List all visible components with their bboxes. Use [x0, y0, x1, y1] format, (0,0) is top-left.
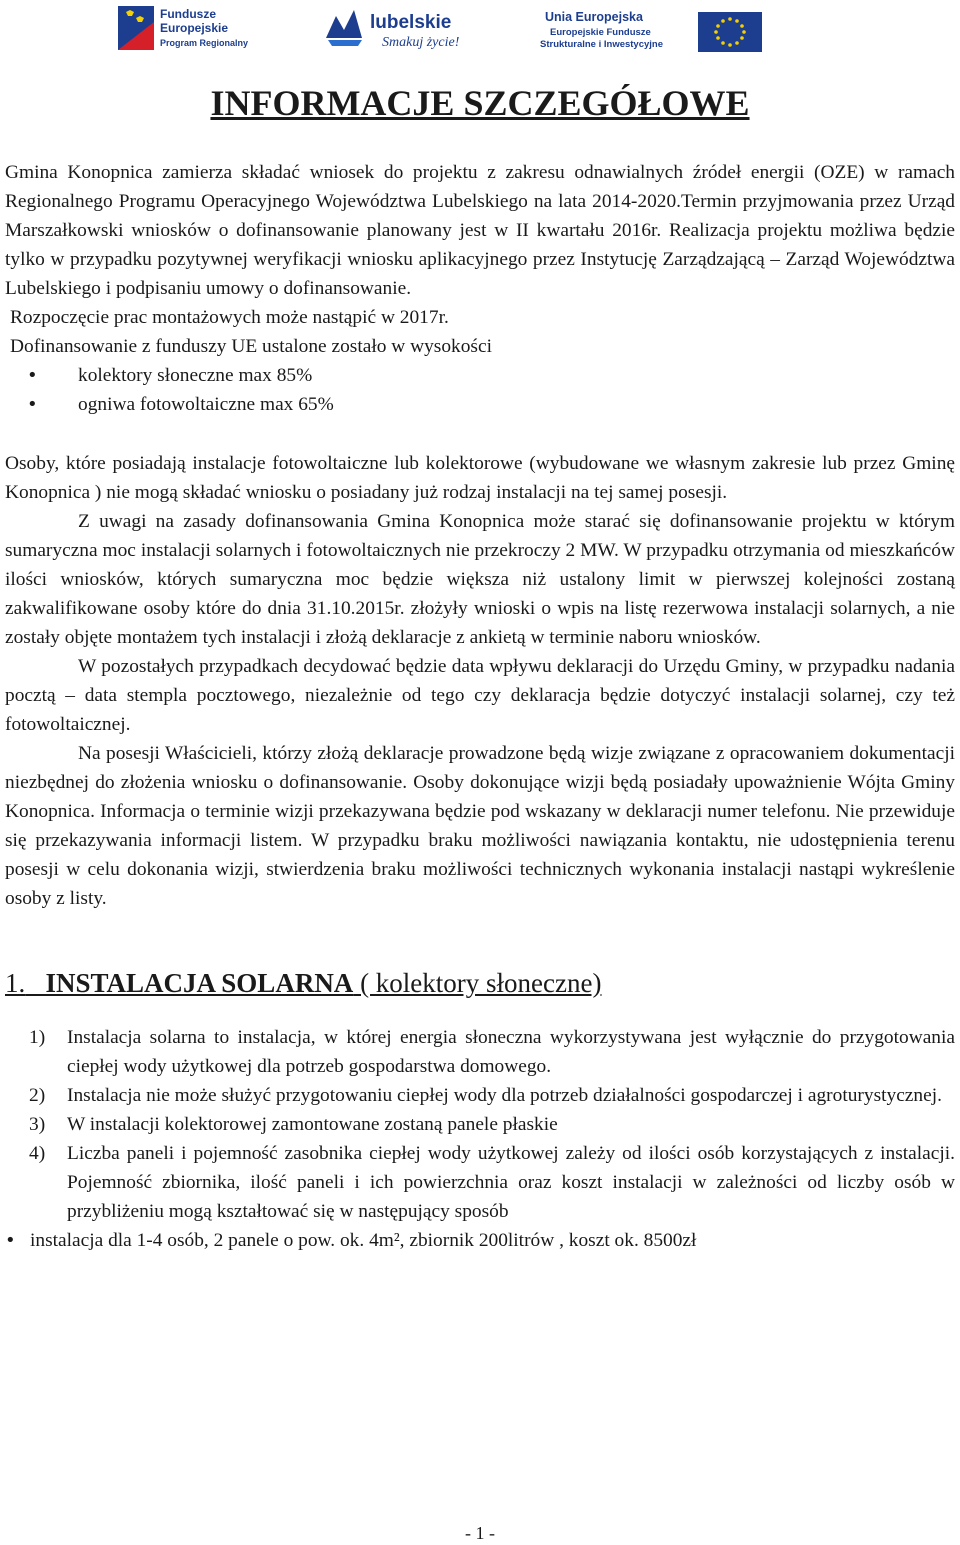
list-item-text: Liczba paneli i pojemność zasobnika ciepłej wody użytkowej zależy od ilości osób korzystających z instalacji. Pojemność zbiornika, ilość paneli i ich powierzchnia oraz koszt instalacji w zależności od liczby osób w przybliżeniu mogą kształtować się w następujący sposób: [67, 1143, 955, 1222]
section-subtitle: ( kolektory słoneczne): [353, 968, 602, 998]
ue-line2: Europejskie Fundusze: [550, 27, 651, 38]
funding-list: [5, 361, 955, 419]
list-item: [5, 1110, 955, 1139]
fundusze-europejskie-logo: [118, 4, 278, 54]
list-item: [5, 1081, 955, 1110]
funding-line: Dofinansowanie z funduszy UE ustalone zostało w wysokości: [10, 336, 492, 357]
list-marker: 4): [29, 1143, 46, 1164]
list-item-text: W instalacji kolektorowej zamontowane zostaną panele płaskie: [67, 1114, 558, 1135]
list-item-text: Instalacja solarna to instalacja, w której energia słoneczna wykorzystywana jest wyłącznie do przygotowania ciepłej wody użytkowej dla potrzeb gospodarstwa domowego.: [67, 1027, 955, 1077]
install-line: • instalacja dla 1-4 osób, 2 panele o pow. ok. 4m², zbiornik 200litrów , koszt ok. 8500zł: [5, 1226, 955, 1255]
spacer: [5, 1001, 955, 1023]
ue-line1: Unia Europejska: [545, 10, 643, 24]
section-number: 1.: [5, 968, 26, 998]
section-list: [5, 1023, 955, 1226]
list-marker: 3): [29, 1114, 46, 1135]
document-body: [5, 158, 955, 1255]
section-title: INSTALACJA SOLARNA: [45, 968, 354, 998]
section-heading: [5, 965, 955, 1001]
lubelskie-name: lubelskie: [370, 12, 452, 33]
power-paragraph: Z uwagi na zasady dofinansowania Gmina Konopnica może starać się dofinansowanie projektu w którym sumaryczna moc instalacji solarnych i fotowoltaicznych nie przekroczy 2 MW. W przypadku otrzymania od mieszkańców ilości wniosków, których sumaryczna moc będzie większa niż ustalony limit w pierwszej kolejności zostaną zakwalifikowane osoby które do dnia 31.10.2015r. złożyły wnioski o wpis na listę rezerwowa instalacji solarnych, a nie zostały objęte montażem tych instalacji i złożą deklaracje z ankietą w terminie naboru wniosków.: [5, 511, 955, 648]
intro-paragraph: Gmina Konopnica zamierza składać wniosek do projektu z zakresu odnawialnych źródeł energii (OZE) w ramach Regionalnego Programu Operacyjnego Województwa Lubelskiego na lata 2014-2020.Termin przyjmowania przez Urząd Marszałkowski wniosków o dofinansowanie planowany jest w II kwartału 2016r. Realizacja projektu możliwa będzie tylko w przypadku pozytywnej weryfikacji wniosku aplikacyjnego przez Instytucję Zarządzającą – Zarząd Województwa Lubelskiego i podpisaniu umowy o dofinansowanie.: [5, 162, 955, 299]
list-marker: 1): [29, 1027, 46, 1048]
page-number: - 1 -: [465, 1523, 495, 1543]
date-paragraph: W pozostałych przypadkach decydować będzie data wpływu deklaracji do Urzędu Gminy, w przypadku nadania pocztą – data stempla pocztowego, niezależnie od tego czy deklaracja będzie dotyczyć instalacji solarnej, czy też fotowoltaicznej.: [5, 656, 955, 735]
fe-line3: Program Regionalny: [160, 38, 249, 48]
list-item: • ogniwa fotowoltaiczne max 65%: [5, 390, 955, 419]
visits-paragraph: Na posesji Właścicieli, którzy złożą deklaracje prowadzone będą wizje związane z opracowaniem dokumentacji niezbędnej do złożenia wniosku o dofinansowanie. Osoby dokonujące wizji będą posiadały upoważnienie Wójta Gminy Konopnica. Informacja o terminie wizji przekazywana będzie pod wskazany w deklaracji numer telefonu. Nie przewiduje się przekazywania informacji listem. W przypadku braku możliwości nawiązania kontaktu, nie udostępnienia terenu posesji w celu dokonania wizji, stwierdzenia braku możliwości technicznych wykonania instalacji nastąpi wykreślenie osoby z listy.: [5, 743, 955, 909]
fe-line2: Europejskie: [160, 21, 229, 35]
lubelskie-slogan: Smakuj życie!: [382, 35, 460, 50]
start-line: Rozpoczęcie prac montażowych może nastąpić w 2017r.: [10, 307, 449, 328]
spacer: [5, 913, 955, 965]
unia-europejska-logo: [540, 4, 765, 54]
list-marker: 2): [29, 1085, 46, 1106]
list-item: • kolektory słoneczne max 85%: [5, 361, 955, 390]
fe-line1: Fundusze: [160, 7, 216, 21]
ue-line3: Strukturalne i Inwestycyjne: [540, 39, 664, 50]
owners-paragraph: Osoby, które posiadają instalacje fotowoltaiczne lub kolektorowe (wybudowane we własnym zakresie lub przez Gminę Konopnica ) nie mogą składać wniosku o posiadany już rodzaj instalacji na tej samej posesji.: [5, 453, 955, 503]
spacer: [5, 419, 955, 449]
list-item: [5, 1023, 955, 1081]
document-title: INFORMACJE SZCZEGÓŁOWE: [210, 83, 750, 123]
list-item-text: Instalacja nie może służyć przygotowaniu ciepłej wody dla potrzeb działalności gospodarczej i agroturystycznej.: [67, 1085, 942, 1106]
list-item: [5, 1139, 955, 1226]
logo-bar: [0, 0, 960, 60]
lubelskie-logo: [322, 4, 492, 54]
